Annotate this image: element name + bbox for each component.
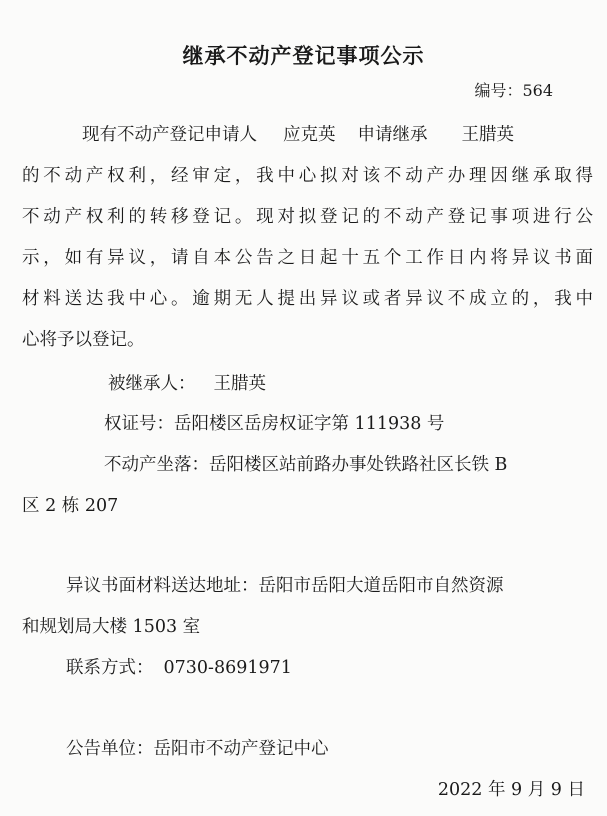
decedent-name-inline: 王腊英	[461, 125, 514, 145]
contact-line	[66, 654, 593, 679]
reference-value: 564	[522, 81, 553, 100]
location-label: 不动产坐落：	[104, 455, 209, 475]
body-line: 不动产权利的转移登记。现对拟登记的不动产登记事项进行公	[22, 207, 593, 227]
decedent-value: 王腊英	[213, 374, 266, 394]
issuer-label: 公告单位：	[66, 739, 154, 759]
issuer-line	[66, 735, 593, 760]
reference-number	[474, 78, 553, 101]
body-line: 示，如有异议，请自本公告之日起十五个工作日内将异议书面	[22, 248, 593, 268]
certificate-line	[104, 410, 593, 435]
applicant-name: 应克英	[283, 125, 336, 145]
address-line: 异议书面材料送达地址：岳阳市岳阳大道岳阳市自然资源	[66, 576, 504, 596]
reference-label: 编号：	[474, 81, 523, 100]
location-value: 岳阳楼区站前路办事处铁路社区长铁 B	[209, 455, 508, 475]
contact-label: 联系方式：	[66, 658, 154, 678]
certificate-value: 岳阳楼区岳房权证字第 111938 号	[174, 414, 445, 434]
location-line-continued: 区 2 栋 207	[22, 496, 119, 516]
decedent-label: 被继承人：	[108, 374, 196, 394]
decedent-line	[108, 370, 593, 395]
body-line: 心将予以登记。	[22, 330, 145, 350]
address-line-continued: 和规划局大楼 1503 室	[22, 617, 201, 637]
apply-text: 申请继承	[357, 125, 428, 145]
certificate-label: 权证号：	[104, 414, 174, 434]
location-line	[104, 451, 593, 476]
applicant-label: 现有不动产登记申请人	[82, 125, 257, 145]
notice-title: 继承不动产登记事项公示	[182, 44, 425, 68]
issuer-value: 岳阳市不动产登记中心	[153, 739, 329, 759]
body-line: 的不动产权利，经审定，我中心拟对该不动产办理因继承取得	[22, 166, 593, 186]
contact-value: 0730-8691971	[163, 658, 292, 678]
notice-date: 2022 年 9 月 9 日	[437, 780, 585, 800]
applicant-line	[82, 121, 593, 146]
body-line: 材料送达我中心。逾期无人提出异议或者异议不成立的，我中	[22, 289, 593, 309]
